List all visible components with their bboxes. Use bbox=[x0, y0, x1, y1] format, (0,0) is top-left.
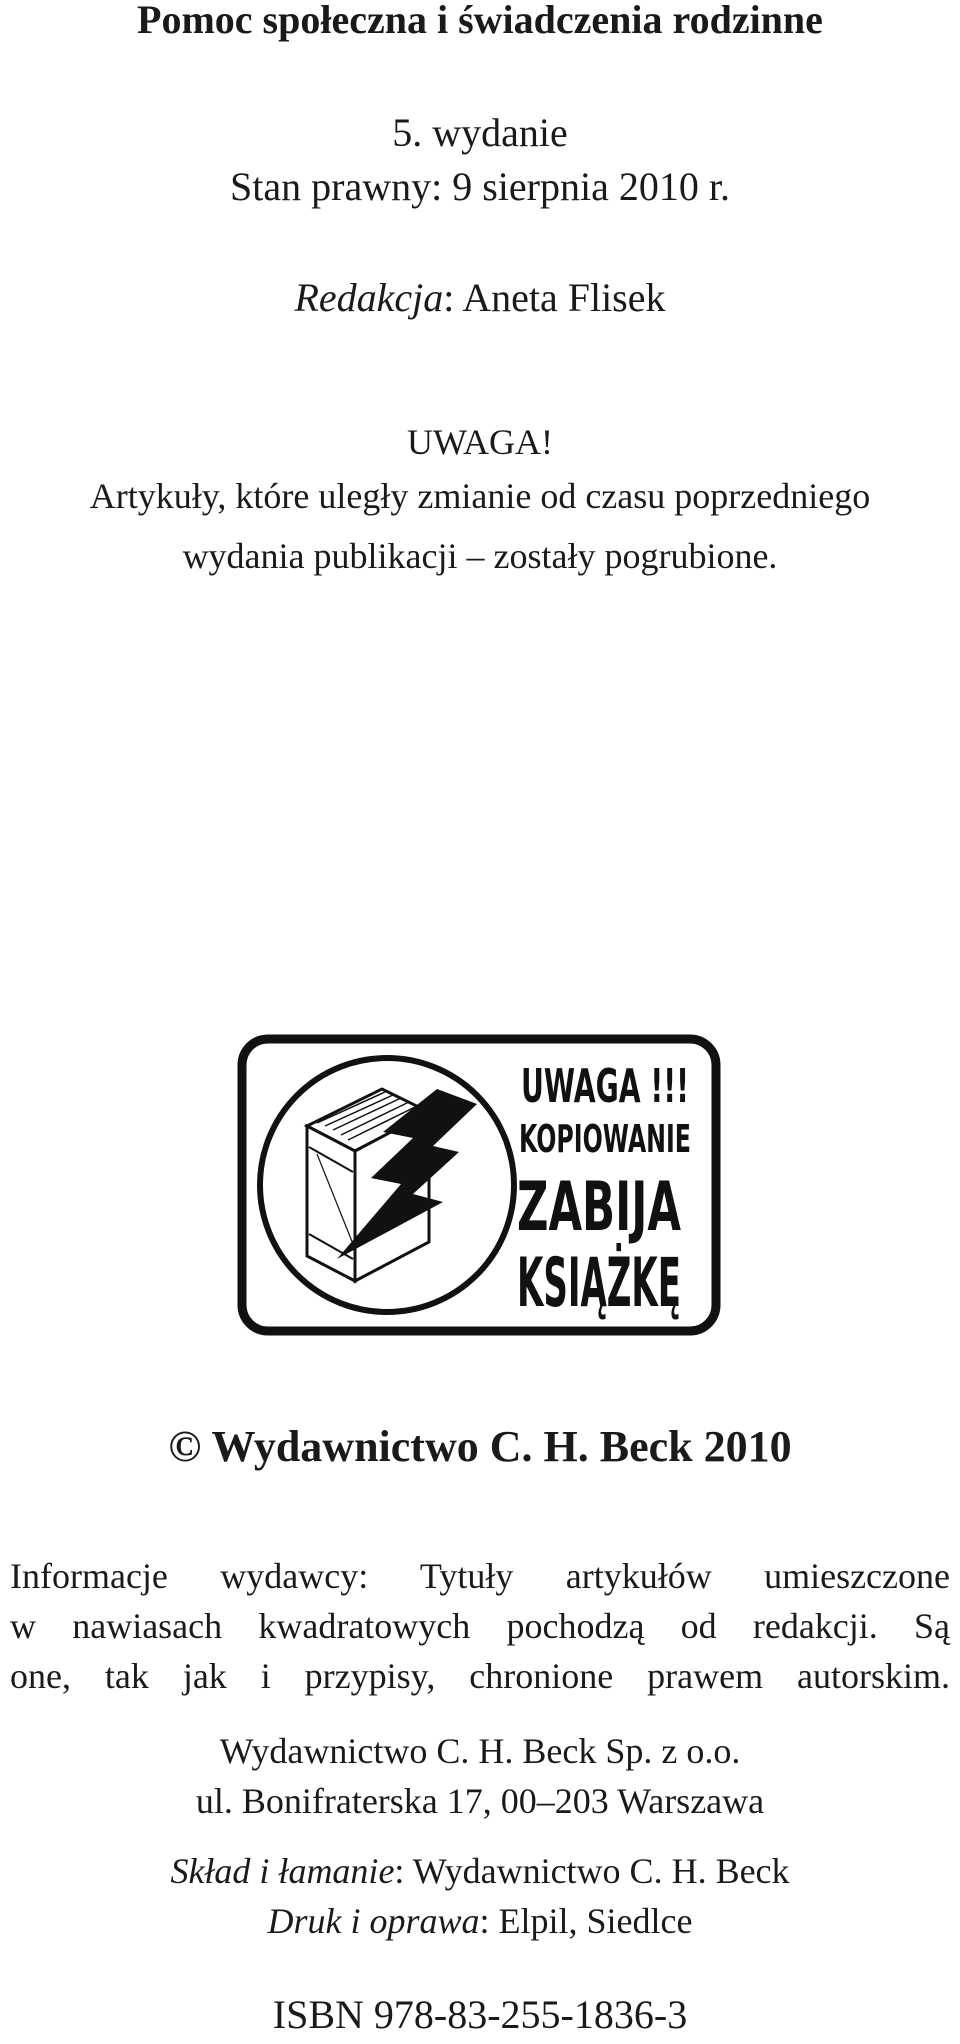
editor-separator: : bbox=[443, 275, 463, 320]
editor-line bbox=[0, 275, 960, 320]
publisher-info-line-2: w nawiasach kwadratowych pochodzą od redakcji. Są bbox=[10, 1606, 950, 1646]
logo-text-line-2: KOPIOWANIE bbox=[519, 1117, 691, 1161]
isbn-number: ISBN 978-83-255-1836-3 bbox=[272, 1992, 688, 2037]
book-title: Pomoc społeczna i świadczenia rodzinne bbox=[137, 0, 823, 42]
printing-separator: : bbox=[479, 1901, 499, 1941]
legal-state-date: Stan prawny: 9 sierpnia 2010 r. bbox=[230, 164, 730, 209]
notice-text-line-2: wydania publikacji – zostały pogrubione. bbox=[182, 536, 778, 576]
typesetting-value: Wydawnictwo C. H. Beck bbox=[412, 1851, 790, 1891]
publisher-address: ul. Bonifraterska 17, 00–203 Warszawa bbox=[195, 1781, 765, 1821]
publisher-info-line-3: one, tak jak i przypisy, chronione prawem autorskim. bbox=[10, 1656, 950, 1696]
notice-text-line-1: Artykuły, które uległy zmianie od czasu poprzedniego bbox=[89, 476, 871, 516]
copyright-line bbox=[0, 1422, 960, 1471]
logo-text-line-1: UWAGA !!! bbox=[521, 1059, 689, 1113]
typesetting-separator: : bbox=[394, 1851, 413, 1891]
printing-value: Elpil, Siedlce bbox=[498, 1901, 693, 1941]
logo-warning-text bbox=[517, 1059, 691, 1323]
editor-name: Aneta Flisek bbox=[462, 275, 666, 320]
publisher-name: Wydawnictwo C. H. Beck Sp. z o.o. bbox=[219, 1731, 741, 1771]
printing-label: Druk i oprawa bbox=[267, 1901, 480, 1941]
anti-copying-warning-logo bbox=[237, 1034, 721, 1336]
logo-text-line-4 bbox=[517, 1243, 681, 1323]
printing-credit bbox=[0, 1903, 960, 1939]
edition-number: 5. wydanie bbox=[392, 110, 568, 155]
logo-text-line-3: ZABIJA bbox=[517, 1168, 682, 1247]
notice-title: UWAGA! bbox=[407, 422, 553, 462]
copyright-text: Wydawnictwo C. H. Beck 2010 bbox=[211, 1422, 792, 1471]
editor-label: Redakcja bbox=[294, 275, 444, 320]
typesetting-credit bbox=[0, 1853, 960, 1889]
copyright-symbol: © bbox=[168, 1422, 202, 1471]
typesetting-label: Skład i łamanie bbox=[170, 1851, 395, 1891]
publisher-info-line-1: Informacje wydawcy: Tytuły artykułów umieszczone bbox=[10, 1556, 950, 1596]
